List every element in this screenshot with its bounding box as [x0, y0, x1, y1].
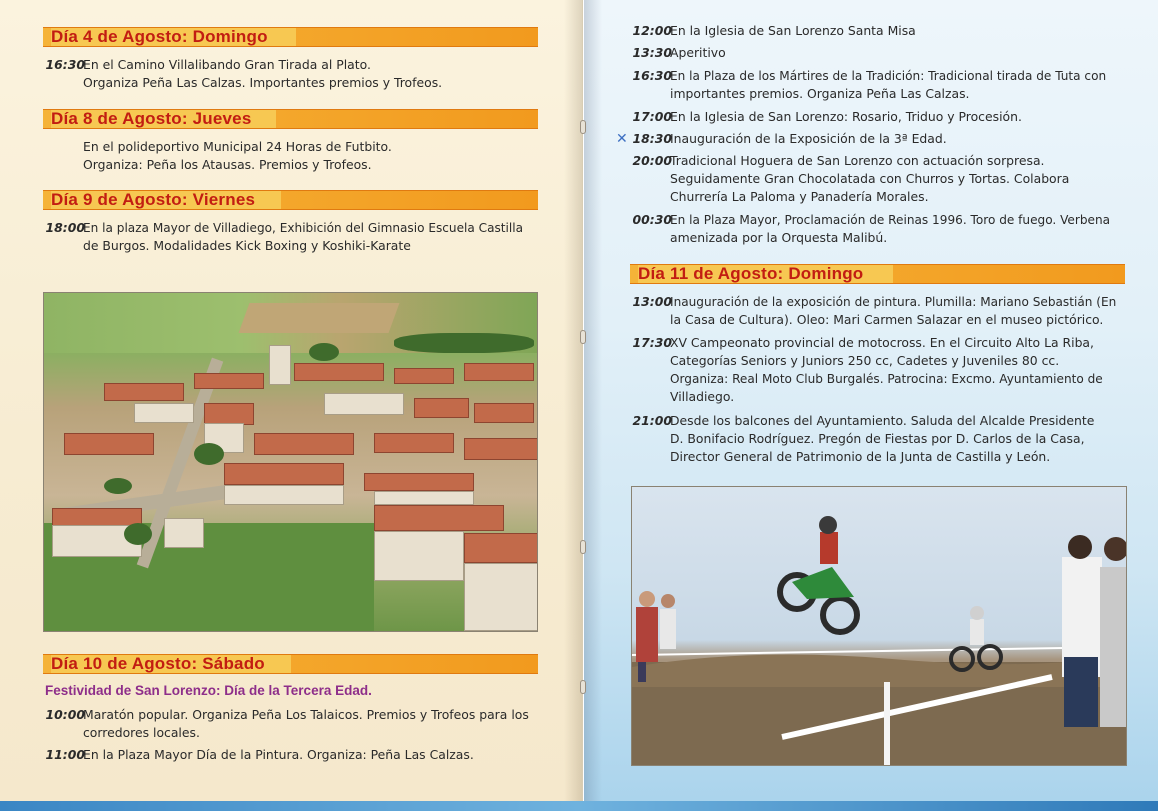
event-line: Tradicional Hoguera de San Lorenzo con actuación sorpresa. [670, 153, 1045, 168]
event-line: Organiza: Real Moto Club Burgalés. Patrocina: Excmo. Ayuntamiento de [670, 372, 1103, 386]
event-line: Organiza Peña Las Calzas. Importantes premios y Trofeos. [83, 75, 443, 90]
event-entry [630, 108, 1130, 126]
event-entry [630, 152, 1130, 206]
bottom-strip [0, 801, 1158, 811]
event-line: En el Camino Villalibando Gran Tirada al Plato. [83, 57, 371, 72]
event-entry [630, 211, 1130, 247]
event-entry [43, 219, 538, 255]
event-entry [630, 293, 1130, 329]
event-entry [43, 56, 538, 92]
event-time: 13:00 [632, 294, 672, 309]
event-entry [630, 67, 1130, 103]
event-line: Maratón popular. Organiza Peña Los Talaicos. Premios y Trofeos para los [83, 707, 529, 722]
binding-stitch [580, 680, 586, 694]
event-entry [630, 22, 1130, 40]
event-line: Categorías Seniors y Juniors 250 cc, Cadetes y Juveniles 80 cc. [670, 353, 1060, 368]
event-line: corredores locales. [83, 725, 200, 740]
aerial-village-photo [43, 292, 538, 632]
event-line: la Casa de Cultura). Oleo: Mari Carmen Salazar en el museo pictórico. [670, 312, 1104, 327]
event-time: 16:30 [632, 68, 672, 83]
event-line: Aperitivo [670, 45, 726, 60]
event-time: 16:30 [45, 57, 85, 72]
event-time: 13:30 [632, 45, 672, 60]
event-time: 11:00 [45, 747, 85, 762]
event-entry [630, 130, 1130, 148]
binding-stitch [580, 120, 586, 134]
festivity-subtitle: Festividad de San Lorenzo: Día de la Tercera Edad. [45, 683, 372, 698]
event-line: de Burgos. Modalidades Kick Boxing y Koshiki-Karate [83, 238, 411, 253]
event-line: importantes premios. Organiza Peña Las Calzas. [670, 86, 970, 101]
event-line: En la Iglesia de San Lorenzo: Rosario, Triduo y Procesión. [670, 109, 1022, 124]
event-time: 17:30 [632, 335, 672, 350]
day-header-text: Día 11 de Agosto: Domingo [638, 264, 864, 283]
day-header-4 [43, 27, 538, 47]
event-line: En la plaza Mayor de Villadiego, Exhibición del Gimnasio Escuela Castilla [83, 221, 524, 235]
event-line: Churrería La Paloma y Panadería Morales. [670, 189, 929, 204]
day-header-text: Día 10 de Agosto: Sábado [51, 654, 265, 673]
event-time: 21:00 [632, 413, 672, 428]
event-time: 18:00 [45, 220, 85, 235]
motocross-scene [632, 487, 1127, 766]
day-header-text: Día 9 de Agosto: Viernes [51, 190, 256, 209]
event-line: Desde los balcones del Ayuntamiento. Saluda del Alcalde Presidente [670, 413, 1095, 428]
event-entry [43, 138, 538, 174]
binding-stitch [580, 540, 586, 554]
event-entry [630, 334, 1130, 406]
event-line: En la Plaza de los Mártires de la Tradición: Tradicional tirada de Tuta con [670, 69, 1107, 83]
binding-stitch [580, 330, 586, 344]
event-line: En el polideportivo Municipal 24 Horas de Futbito. [83, 139, 392, 154]
day-header-text: Día 8 de Agosto: Jueves [51, 109, 252, 128]
event-line: Director General de Patrimonio de la Junta de Castilla y León. [670, 449, 1051, 464]
event-line: Inauguración de la exposición de pintura. Plumilla: Mariano Sebastián (En [670, 295, 1117, 309]
event-line: En la Plaza Mayor Día de la Pintura. Organiza: Peña Las Calzas. [83, 747, 474, 762]
event-time: 00:30 [632, 212, 672, 227]
event-line: Seguidamente Gran Chocolatada con Churros y Tortas. Colabora [670, 171, 1070, 186]
motocross-photo [631, 486, 1127, 766]
pen-mark-icon: ✕ [616, 131, 628, 147]
event-line: D. Bonifacio Rodríguez. Pregón de Fiestas por D. Carlos de la Casa, [670, 431, 1085, 446]
event-entry [43, 706, 538, 742]
day-header-9 [43, 190, 538, 210]
event-line: En la Plaza Mayor, Proclamación de Reinas 1996. Toro de fuego. Verbena [670, 213, 1111, 227]
event-entry [630, 44, 1130, 62]
event-entry [43, 746, 538, 764]
event-time: 17:00 [632, 109, 672, 124]
event-time: 18:30 [632, 131, 672, 146]
event-line: Villadiego. [670, 389, 735, 404]
event-line: Inauguración de la Exposición de la 3ª Edad. [670, 131, 947, 146]
event-time: 10:00 [45, 707, 85, 722]
event-entry [630, 412, 1130, 466]
day-header-text: Día 4 de Agosto: Domingo [51, 27, 268, 46]
event-line: Organiza: Peña los Atausas. Premios y Trofeos. [83, 157, 372, 172]
event-time: 20:00 [632, 153, 672, 168]
day-header-10 [43, 654, 538, 674]
day-header-8 [43, 109, 538, 129]
event-line: amenizada por la Orquesta Malibú. [670, 230, 888, 245]
event-line: XV Campeonato provincial de motocross. En el Circuito Alto La Riba, [670, 335, 1094, 350]
event-time: 12:00 [632, 23, 672, 38]
event-line: En la Iglesia de San Lorenzo Santa Misa [670, 23, 916, 38]
day-header-11 [630, 264, 1125, 284]
